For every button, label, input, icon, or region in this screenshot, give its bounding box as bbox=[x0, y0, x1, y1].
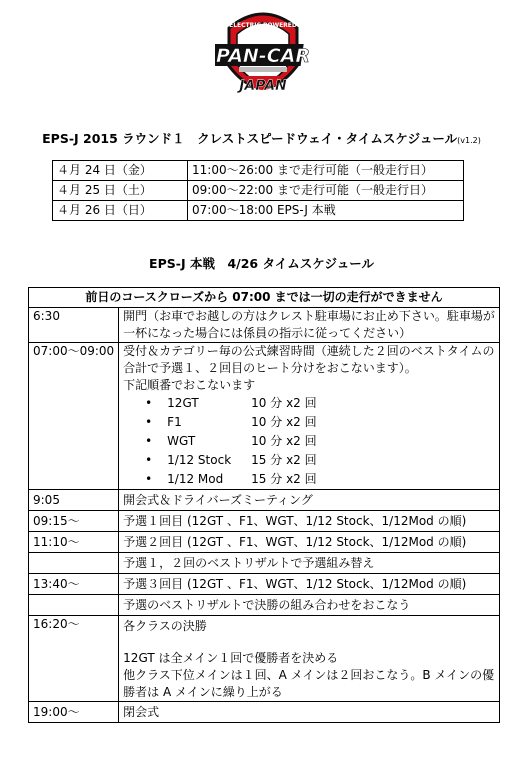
schedule-table bbox=[28, 287, 500, 723]
class-duration: 10 分 x2 回 bbox=[251, 396, 317, 410]
table-row bbox=[29, 511, 500, 532]
time-cell: 13:40～ bbox=[29, 574, 119, 595]
class-name: WGT bbox=[167, 434, 196, 448]
time-cell: 19:00～ bbox=[29, 702, 119, 723]
title-main: EPS-J 2015 ラウンド１ クレストスピードウェイ・タイムスケジュール bbox=[42, 131, 458, 146]
practice-text: 受付＆カテゴリー毎の公式練習時間（連続した２回のベストタイムの合計で予選１、２回目のヒート分けをおこないます）。 bbox=[123, 344, 495, 375]
event-cell: 予選１，２回のベストリザルトで予選組み替え bbox=[119, 553, 500, 574]
date-desc-cell: 07:00～18:00 EPS-J 本戦 bbox=[188, 201, 464, 221]
list-item bbox=[145, 451, 495, 470]
logo-top-text: ELECTRIC POWERED bbox=[229, 22, 297, 29]
event-cell: 予選１回目 (12GT 、F1、WGT、1/12 Stock、1/12Mod の順) bbox=[119, 511, 500, 532]
table-row bbox=[29, 343, 500, 490]
bullet-icon: • bbox=[145, 415, 153, 429]
event-cell: 開会式＆ドライバーズミーティング bbox=[119, 490, 500, 511]
logo-emblem bbox=[215, 6, 311, 106]
list-item bbox=[145, 394, 495, 413]
date-desc-cell: 11:00～26:00 まで走行可能（一般走行日） bbox=[188, 161, 464, 181]
bullet-icon: • bbox=[145, 472, 153, 486]
list-item bbox=[145, 413, 495, 432]
class-duration: 15 分 x2 回 bbox=[251, 472, 317, 486]
class-name: 12GT bbox=[167, 396, 199, 410]
bullet-icon: • bbox=[145, 453, 153, 467]
class-duration: 15 分 x2 回 bbox=[251, 453, 317, 467]
date-cell: ４月 26 日（日） bbox=[53, 201, 188, 221]
date-cell: ４月 25 日（土） bbox=[53, 181, 188, 201]
event-cell: 閉会式 bbox=[119, 702, 500, 723]
list-item bbox=[145, 432, 495, 451]
schedule-title: EPS-J 本戦 4/26 タイムスケジュール bbox=[149, 256, 374, 271]
class-name: F1 bbox=[167, 415, 182, 429]
event-cell: 予選２回目 (12GT 、F1、WGT、1/12 Stock、1/12Mod の順) bbox=[119, 532, 500, 553]
bullet-icon: • bbox=[145, 434, 153, 448]
time-cell bbox=[29, 595, 119, 616]
notice-cell: 前日のコースクローズから 07:00 までは一切の走行ができません bbox=[29, 288, 500, 308]
table-row bbox=[29, 574, 500, 595]
practice-class-list bbox=[123, 394, 495, 489]
class-duration: 10 分 x2 回 bbox=[251, 434, 317, 448]
document-title bbox=[0, 129, 523, 147]
logo-japan-text: JAPAN bbox=[239, 78, 287, 94]
class-name: 1/12 Stock bbox=[167, 453, 232, 467]
table-row bbox=[29, 490, 500, 511]
class-name: 1/12 Mod bbox=[167, 472, 224, 486]
date-desc-cell: 09:00～22:00 まで走行可能（一般走行日） bbox=[188, 181, 464, 201]
event-cell bbox=[119, 343, 500, 490]
dates-table bbox=[52, 160, 464, 221]
event-cell: 開門（お車でお越しの方はクレスト駐車場にお止め下さい。駐車場が一杯になった場合には係員の指示に従ってください） bbox=[119, 308, 500, 343]
bullet-icon: • bbox=[145, 396, 153, 410]
event-cell: 予選３回目 (12GT 、F1、WGT、1/12 Stock、1/12Mod の順) bbox=[119, 574, 500, 595]
time-cell: 6:30 bbox=[29, 308, 119, 343]
list-item bbox=[145, 470, 495, 489]
spacer bbox=[123, 636, 495, 650]
finals-line-1: 12GT は全メイン１回で優勝者を決める bbox=[123, 651, 339, 665]
table-row bbox=[29, 616, 500, 702]
time-cell: 07:00～09:00 bbox=[29, 343, 119, 490]
table-row bbox=[29, 308, 500, 343]
table-row bbox=[53, 161, 464, 181]
table-row bbox=[53, 201, 464, 221]
table-row bbox=[29, 288, 500, 308]
logo-main-text: PAN-CAR bbox=[216, 45, 310, 67]
class-duration: 10 分 x2 回 bbox=[251, 415, 317, 429]
finals-heading: 各クラスの決勝 bbox=[123, 619, 207, 633]
time-cell: 11:10～ bbox=[29, 532, 119, 553]
pan-car-japan-logo bbox=[215, 6, 311, 106]
table-row bbox=[29, 595, 500, 616]
time-cell: 16:20～ bbox=[29, 616, 119, 702]
event-cell bbox=[119, 616, 500, 702]
table-row bbox=[29, 702, 500, 723]
table-row bbox=[53, 181, 464, 201]
table-row bbox=[29, 553, 500, 574]
date-cell: ４月 24 日（金） bbox=[53, 161, 188, 181]
time-cell: 09:15～ bbox=[29, 511, 119, 532]
table-row bbox=[29, 532, 500, 553]
title-version: (v1.2) bbox=[457, 136, 481, 145]
event-cell: 予選のベストリザルトで決勝の組み合わせをおこなう bbox=[119, 595, 500, 616]
finals-line-2: 他クラス下位メインは１回、A メインは２回おこなう。B メインの優勝者は A メインに繰り上がる bbox=[123, 668, 495, 699]
practice-order-label: 下記順番でおこないます bbox=[123, 378, 256, 392]
time-cell bbox=[29, 553, 119, 574]
time-cell: 9:05 bbox=[29, 490, 119, 511]
